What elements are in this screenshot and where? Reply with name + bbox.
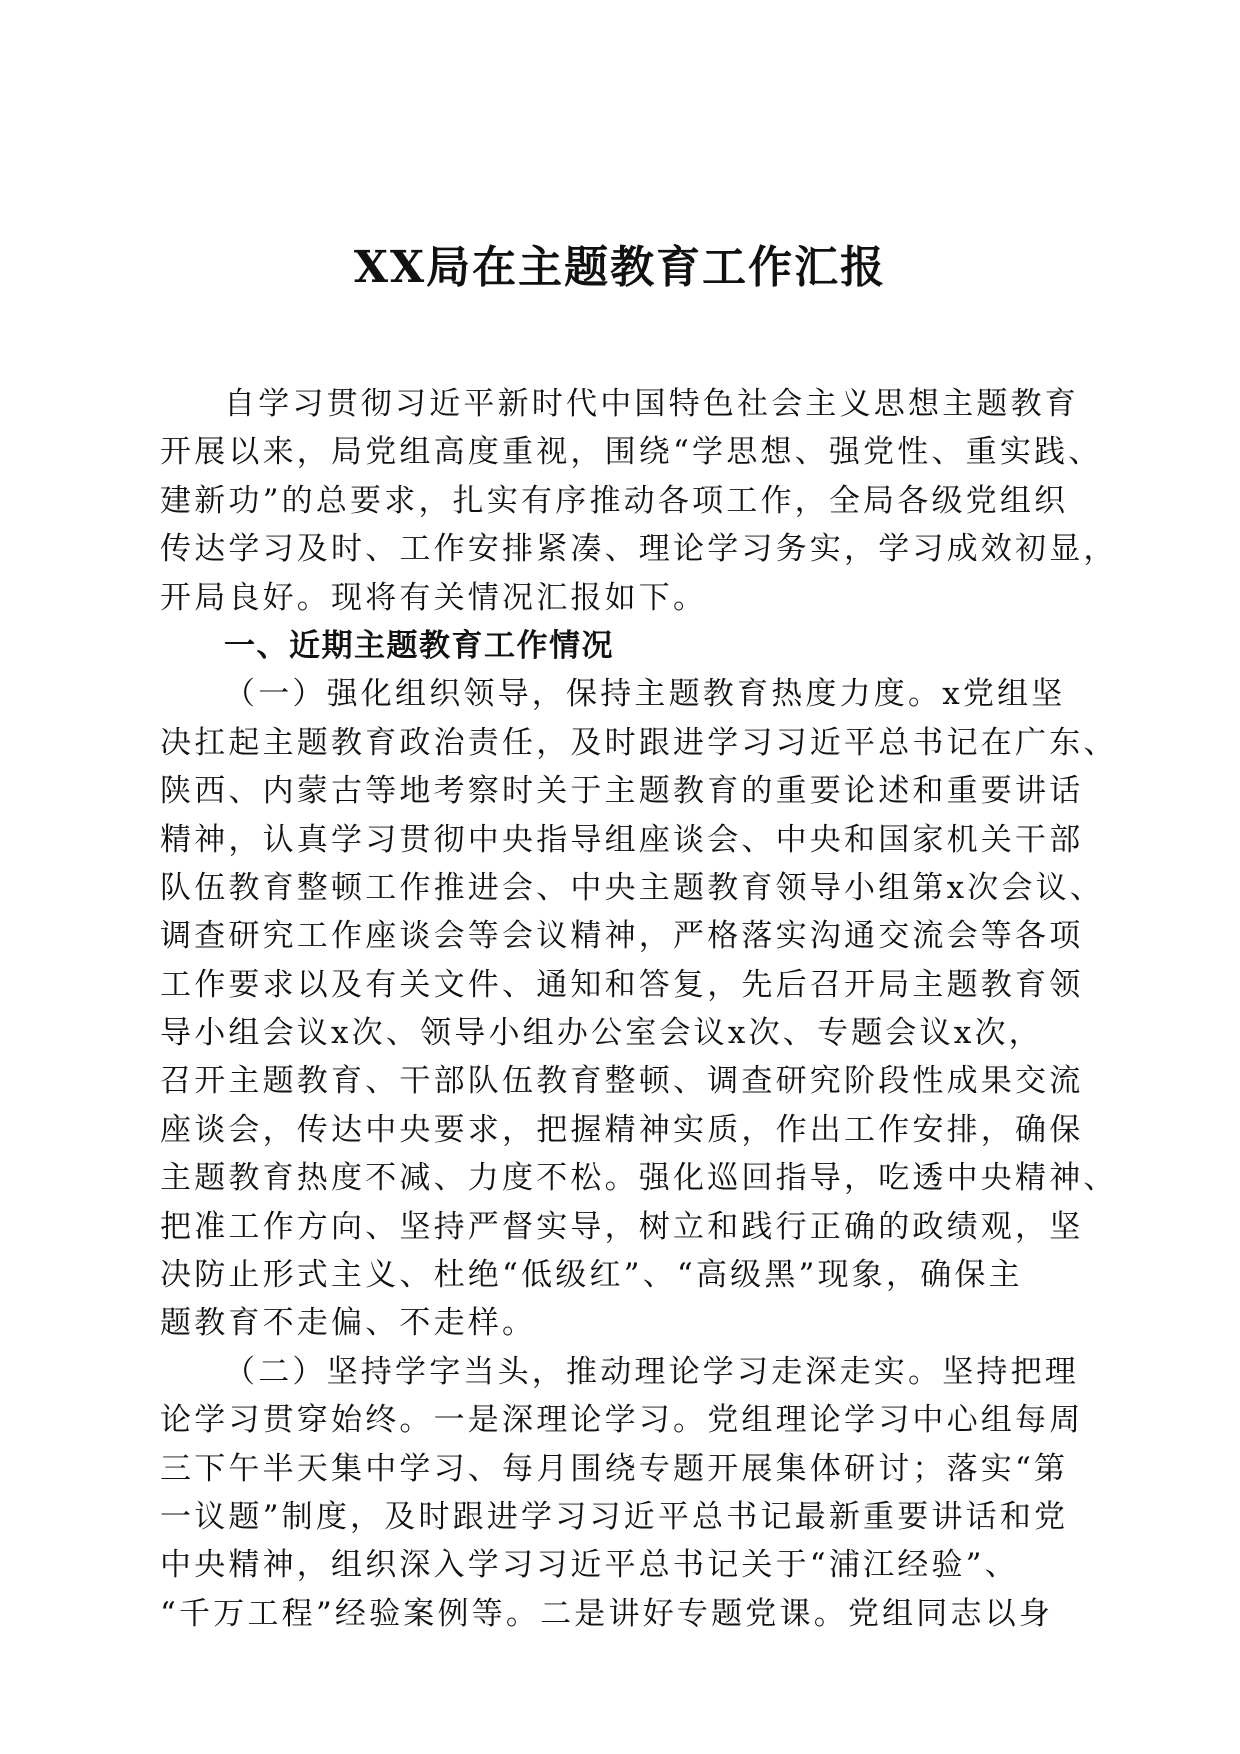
paragraph-line: 传达学习及时、工作安排紧凑、理论学习务实，学习成效初显， (160, 531, 1118, 568)
paragraph-line: 陕西、内蒙古等地考察时关于主题教育的重要论述和重要讲话 (160, 773, 1084, 810)
paragraph-line: 决防止形式主义、杜绝“低级红”、“高级黑”现象，确保主 (160, 1257, 1023, 1294)
paragraph-line: 主题教育热度不减、力度不松。强化巡回指导，吃透中央精神、 (160, 1160, 1118, 1197)
document-body (160, 380, 1118, 1638)
paragraph-line: 召开主题教育、干部队伍教育整顿、调查研究阶段性成果交流 (160, 1063, 1084, 1100)
paragraph-line: 精神，认真学习贯彻中央指导组座谈会、中央和国家机关干部 (160, 821, 1084, 858)
paragraph-line: 开局良好。现将有关情况汇报如下。 (160, 579, 708, 616)
paragraph-line: 决扛起主题教育政治责任，及时跟进学习习近平总书记在广东、 (160, 724, 1118, 761)
paragraph-line: 把准工作方向、坚持严督实导，树立和践行正确的政绩观，坚 (160, 1208, 1084, 1245)
section-heading: 一、近期主题教育工作情况 (224, 627, 614, 664)
paragraph-line: 开展以来，局党组高度重视，围绕“学思想、强党性、重实践、 (160, 434, 1103, 471)
paragraph-line: 队伍教育整顿工作推进会、中央主题教育领导小组第x次会议、 (160, 869, 1105, 906)
paragraph-line: （二）坚持学字当头，推动理论学习走深走实。坚持把理 (224, 1353, 1079, 1390)
paragraph-line: 论学习贯穿始终。一是深理论学习。党组理论学习中心组每周 (160, 1402, 1084, 1439)
paragraph-line: 建新功”的总要求，扎实有序推动各项工作，全局各级党组织 (160, 482, 1069, 519)
paragraph-line: 导小组会议x次、领导小组办公室会议x次、专题会议x次， (160, 1015, 1043, 1052)
paragraph-line: 工作要求以及有关文件、通知和答复，先后召开局主题教育领 (160, 966, 1084, 1003)
paragraph-line: 题教育不走偏、不走样。 (160, 1305, 537, 1342)
paragraph-line: 自学习贯彻习近平新时代中国特色社会主义思想主题教育 (224, 386, 1079, 422)
paragraph-line: 三下午半天集中学习、每月围绕专题开展集体研讨；落实“第 (160, 1450, 1069, 1487)
paragraph-line: “千万工程”经验案例等。二是讲好专题党课。党组同志以身 (160, 1595, 1054, 1632)
paragraph-line: （一）强化组织领导，保持主题教育热度力度。x党组坚 (224, 676, 1066, 713)
paragraph-line: 调查研究工作座谈会等会议精神，严格落实沟通交流会等各项 (160, 918, 1084, 955)
paragraph-line: 座谈会，传达中央要求，把握精神实质，作出工作安排，确保 (160, 1111, 1084, 1148)
paragraph-line: 一议题”制度，及时跟进学习习近平总书记最新重要讲话和党 (160, 1498, 1069, 1535)
document-title: XX局在主题教育工作汇报 (353, 242, 887, 293)
paragraph-line: 中央精神，组织深入学习习近平总书记关于“浦江经验”、 (160, 1547, 1019, 1584)
